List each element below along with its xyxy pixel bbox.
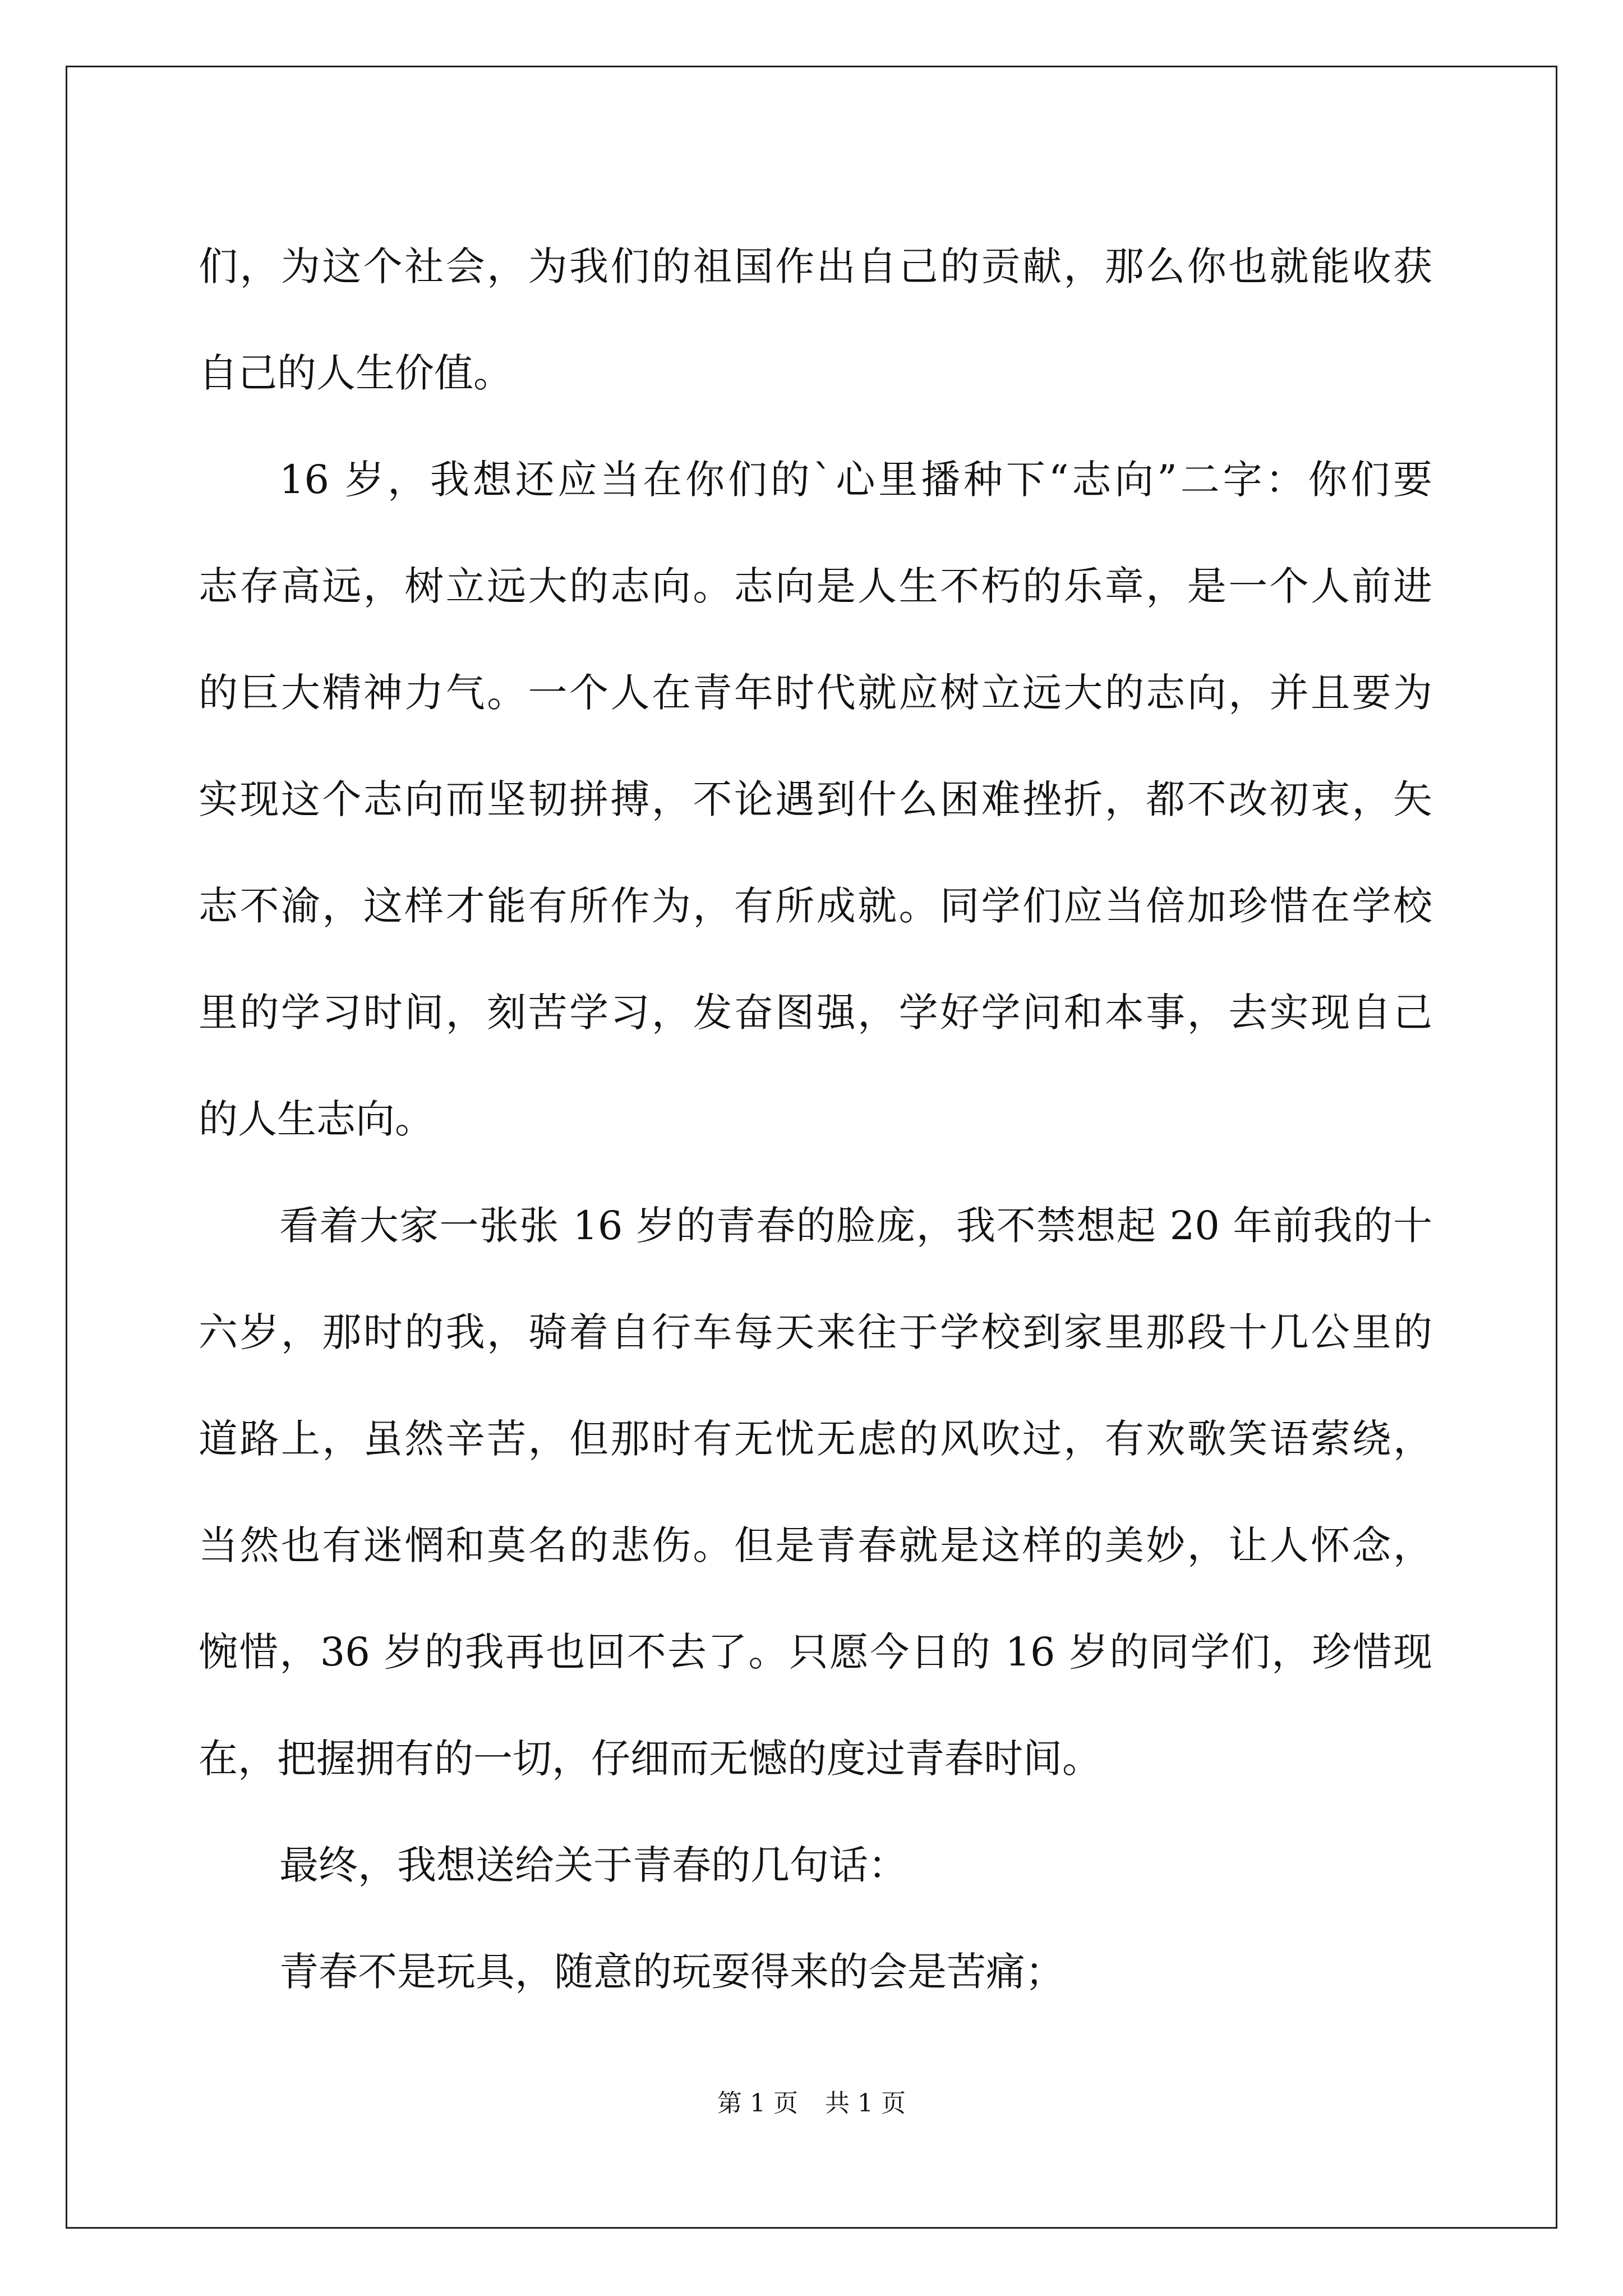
text-line: 青春不是玩具，随意的玩耍得来的会是苦痛； [279,1949,1064,1995]
text-line: 们，为这个社会，为我们的祖国作出自己的贡献，那么你也就能收获 [199,243,1432,289]
text-line: 里的学习时间，刻苦学习，发奋图强，学好学问和本事，去实现自己 [199,990,1432,1036]
text-line: 志存高远，树立远大的志向。志向是人生不朽的乐章，是一个人前进 [199,563,1432,609]
text-line: 道路上，虽然辛苦，但那时有无忧无虑的风吹过，有欢歌笑语萦绕， [199,1416,1432,1462]
page-footer [0,2087,1623,2120]
text-line: 的巨大精神力气。一个人在青年时代就应树立远大的志向，并且要为 [199,670,1432,716]
page-number-total: 共 1 页 [825,2089,906,2118]
text-line: 当然也有迷惘和莫名的悲伤。但是青春就是这样的美妙，让人怀念， [199,1522,1432,1568]
text-line: 在，把握拥有的一切，仔细而无憾的度过青春时间。 [199,1736,1101,1782]
text-line: 最终，我想送给关于青春的几句话： [279,1842,907,1888]
text-line: 实现这个志向而坚韧拼搏，不论遇到什么困难挫折，都不改初衷，矢 [199,776,1432,822]
text-line: 16 岁，我想还应当在你们的`心里播种下“志向”二字：你们要 [279,457,1432,503]
text-line: 的人生志向。 [199,1096,434,1142]
page-number-current: 第 1 页 [717,2089,798,2118]
document-body [199,213,1432,2025]
text-line: 自己的人生价值。 [199,350,513,396]
text-line: 看着大家一张张 16 岁的青春的脸庞，我不禁想起 20 年前我的十 [279,1203,1432,1249]
text-line: 六岁，那时的我，骑着自行车每天来往于学校到家里那段十几公里的 [199,1309,1432,1355]
text-line: 志不渝，这样才能有所作为，有所成就。同学们应当倍加珍惜在学校 [199,883,1432,929]
text-line: 惋惜，36 岁的我再也回不去了。只愿今日的 16 岁的同学们，珍惜现 [199,1629,1432,1675]
